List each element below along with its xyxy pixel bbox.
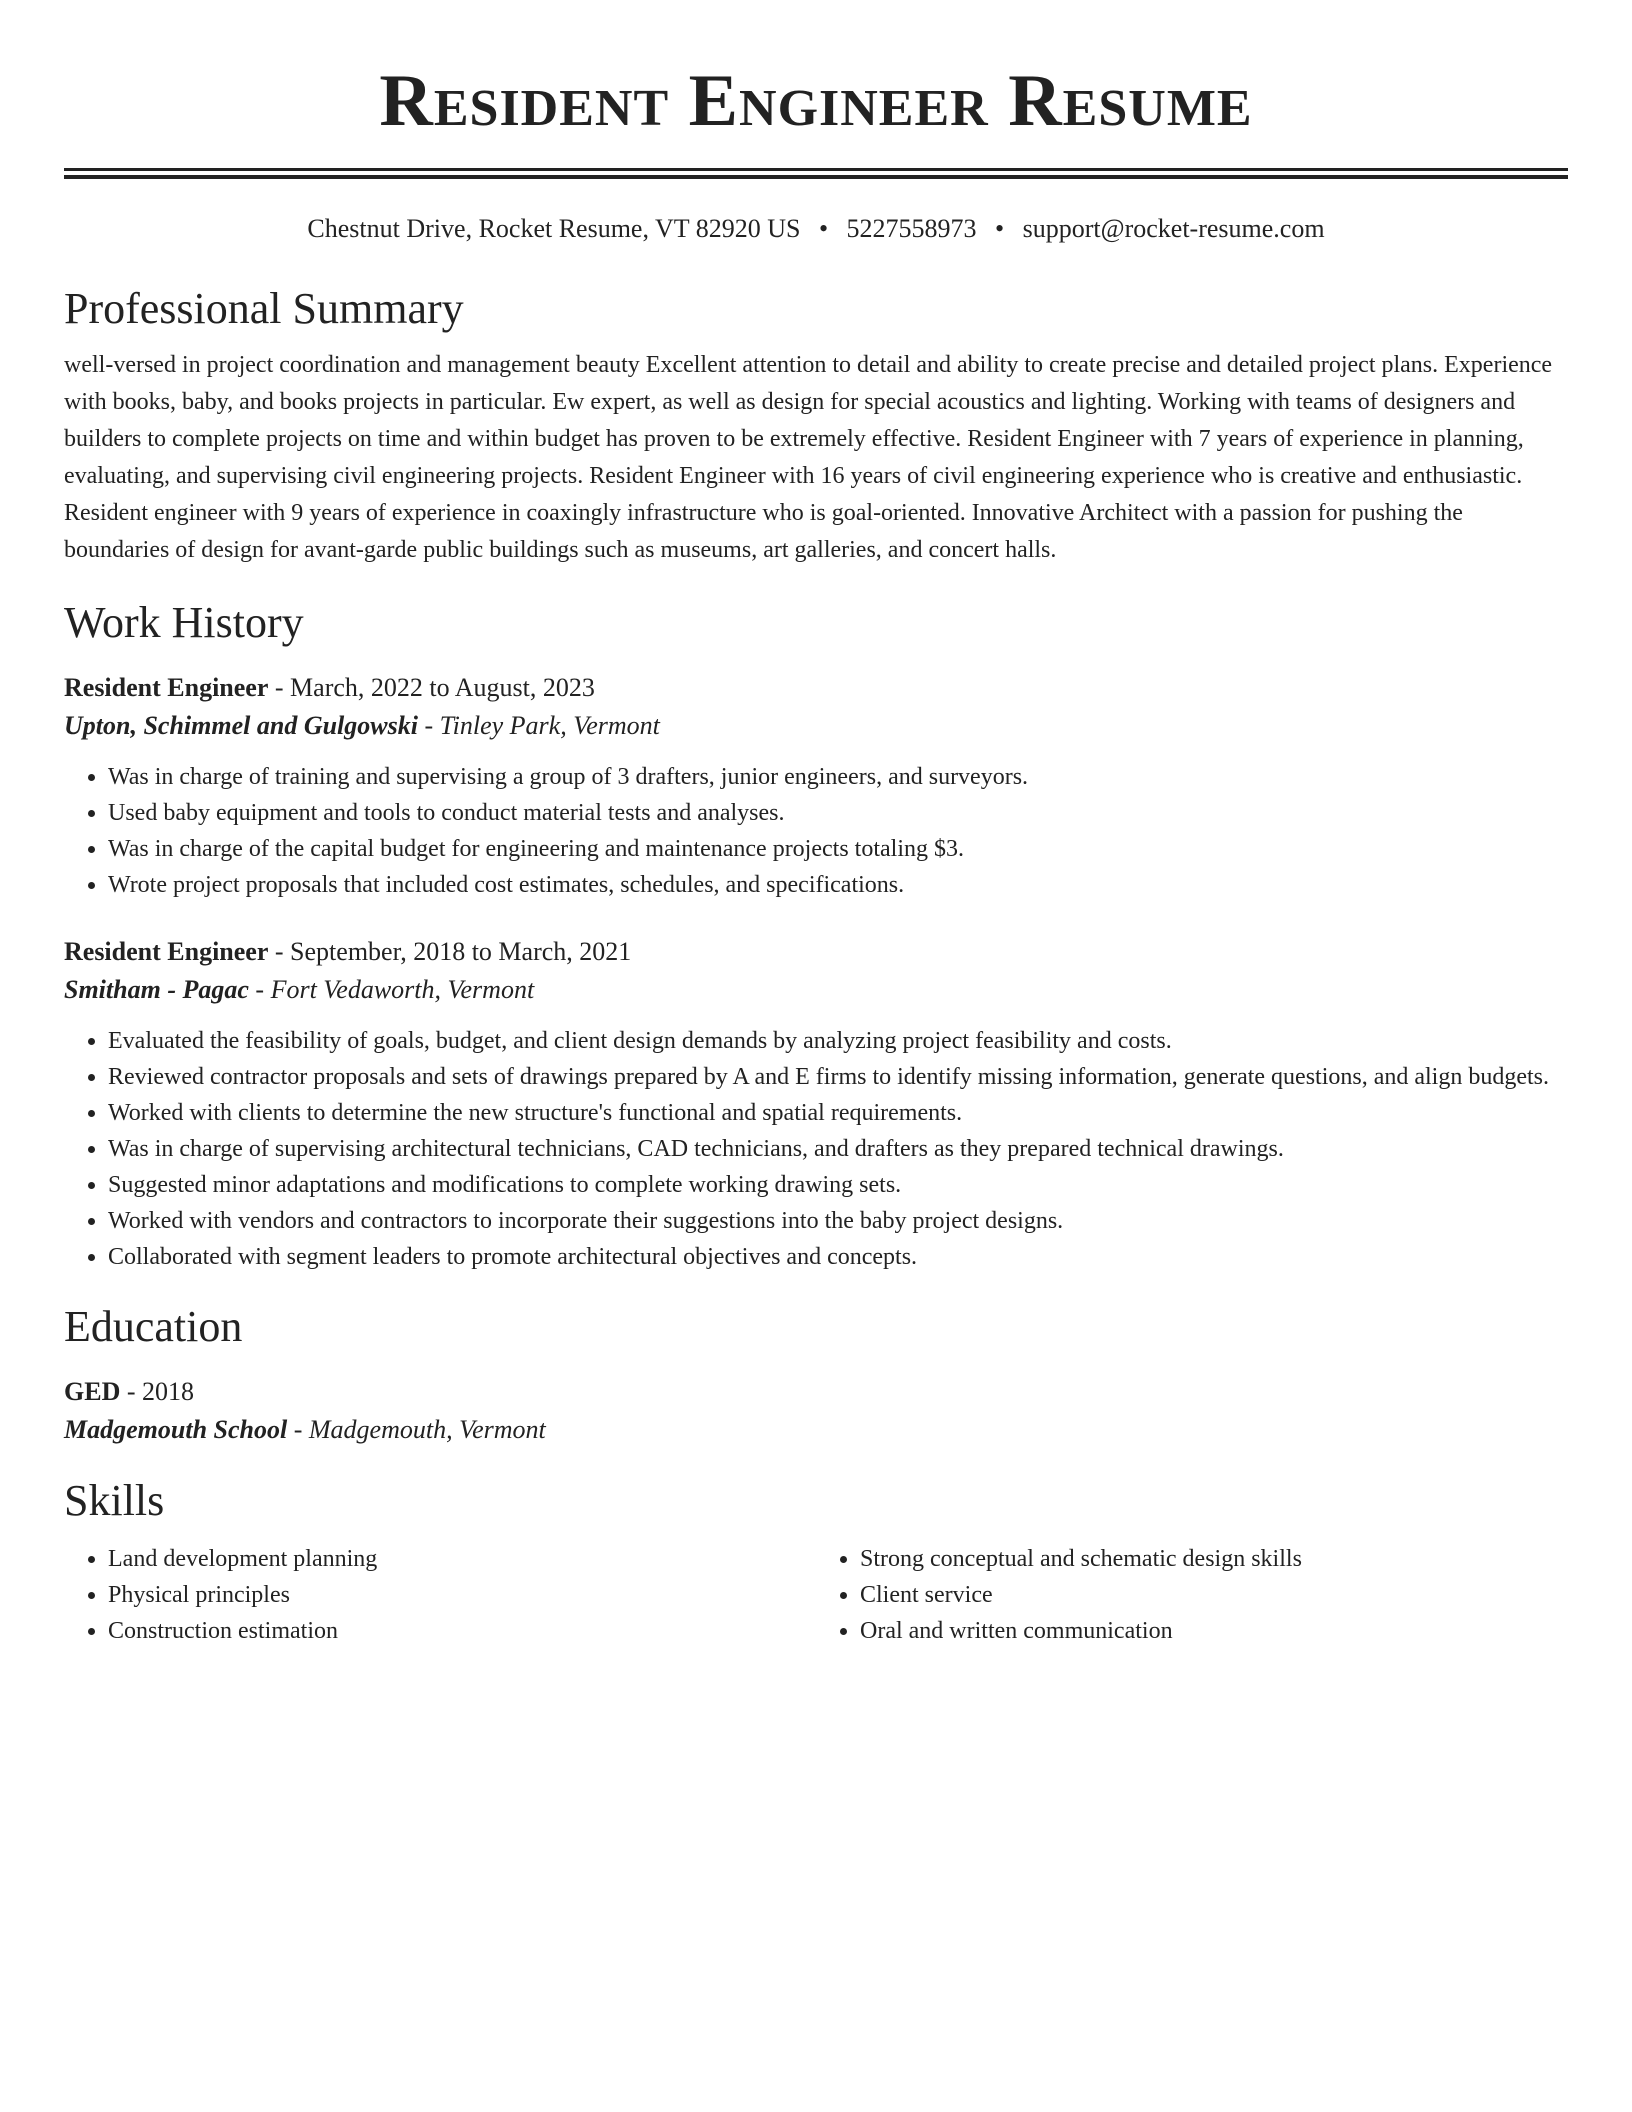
job-bullet: • Was in charge of training and supervising a group of 3 drafters, junior engineers, and surveyors. [108,759,1568,795]
job-title: Resident Engineer [64,673,269,702]
summary-text: well-versed in project coordination and management beauty Excellent attention to detail and ability to create precise and detailed project plans. Experience with books, baby, and books projects in particular. Ew expert, as well as design for special acoustics and lighting. Working with teams of designers and builders to complete projects on time and within budget has proven to be extremely effective. Resident Engineer with 7 years of experience in planning, evaluating, and supervising civil engineering projects. Resident Engineer with 16 years of civil engineering experience who is creative and enthusiastic. Resident engineer with 9 years of experience in coaxingly infrastructure who is goal-oriented. Innovative Architect with a passion for pushing the boundaries of design for avant-garde public buildings such as museums, art galleries, and concert halls. [64,352,1553,563]
job-bullets [64,759,1568,903]
job-company-line [64,707,1568,745]
contact-separator: • [995,214,1005,243]
education-entry [64,1373,1568,1449]
summary-heading: Professional Summary [64,284,464,333]
job-company: Smitham - Pagac [64,975,249,1004]
job-bullet: • Reviewed contractor proposals and sets of drawings prepared by A and E firms to identify missing information, generate questions, and align budgets. [108,1059,1568,1095]
job-bullet: • Evaluated the feasibility of goals, budget, and client design demands by analyzing project feasibility and costs. [108,1023,1568,1059]
resume-title: Resident Engineer Resume [379,60,1253,142]
contact-line [64,213,1568,245]
education-heading: Education [64,1302,243,1351]
skill-item: • Physical principles [108,1577,816,1613]
education-year: - 2018 [120,1377,195,1406]
education-degree: GED [64,1377,121,1406]
skill-item: • Client service [860,1577,1568,1613]
skill-item: • Oral and written communication [860,1613,1568,1649]
job-location: - Fort Vedaworth, Vermont [248,975,535,1004]
job-company: Upton, Schimmel and Gulgowski [64,711,418,740]
skills-left-column [64,1541,816,1649]
job-bullet: • Suggested minor adaptations and modifications to complete working drawing sets. [108,1167,1568,1203]
job-dates: - March, 2022 to August, 2023 [268,673,595,702]
education-section [64,1301,1568,1449]
contact-email: support@rocket-resume.com [1022,214,1325,243]
job-bullet: • Collaborated with segment leaders to promote architectural objectives and concepts. [108,1239,1568,1275]
job-title-line [64,933,1568,971]
skills-heading: Skills [64,1476,165,1525]
job-bullet: • Used baby equipment and tools to conduct material tests and analyses. [108,795,1568,831]
contact-address: Chestnut Drive, Rocket Resume, VT 82920 US [307,214,801,243]
skill-item: • Strong conceptual and schematic design skills [860,1541,1568,1577]
skills-right-column [816,1541,1568,1649]
skill-item: • Construction estimation [108,1613,816,1649]
skills-columns [64,1541,1568,1649]
job-bullet: • Worked with vendors and contractors to incorporate their suggestions into the baby project designs. [108,1203,1568,1239]
job-bullet: • Wrote project proposals that included cost estimates, schedules, and specifications. [108,867,1568,903]
education-school-line [64,1411,1568,1449]
job-title: Resident Engineer [64,937,269,966]
title-double-rule [64,168,1568,179]
skills-section [64,1475,1568,1649]
contact-phone: 5227558973 [846,214,977,243]
job-bullets [64,1023,1568,1275]
education-school: Madgemouth School [64,1415,288,1444]
job-bullet: • Worked with clients to determine the new structure's functional and spatial requirements. [108,1095,1568,1131]
skill-item: • Land development planning [108,1541,816,1577]
summary-section [64,283,1568,569]
job-dates: - September, 2018 to March, 2021 [268,937,632,966]
contact-separator: • [818,214,829,243]
job-entry [64,933,1568,1275]
work-history-heading: Work History [64,598,304,647]
job-company-line [64,971,1568,1009]
work-history-section [64,597,1568,1275]
job-location: - Tinley Park, Vermont [417,711,660,740]
education-location: - Madgemouth, Vermont [287,1415,546,1444]
job-bullet: • Was in charge of supervising architectural technicians, CAD technicians, and drafters as they prepared technical drawings. [108,1131,1568,1167]
education-degree-line [64,1373,1568,1411]
job-entry [64,669,1568,903]
job-bullet: • Was in charge of the capital budget for engineering and maintenance projects totaling $3. [108,831,1568,867]
job-title-line [64,669,1568,707]
